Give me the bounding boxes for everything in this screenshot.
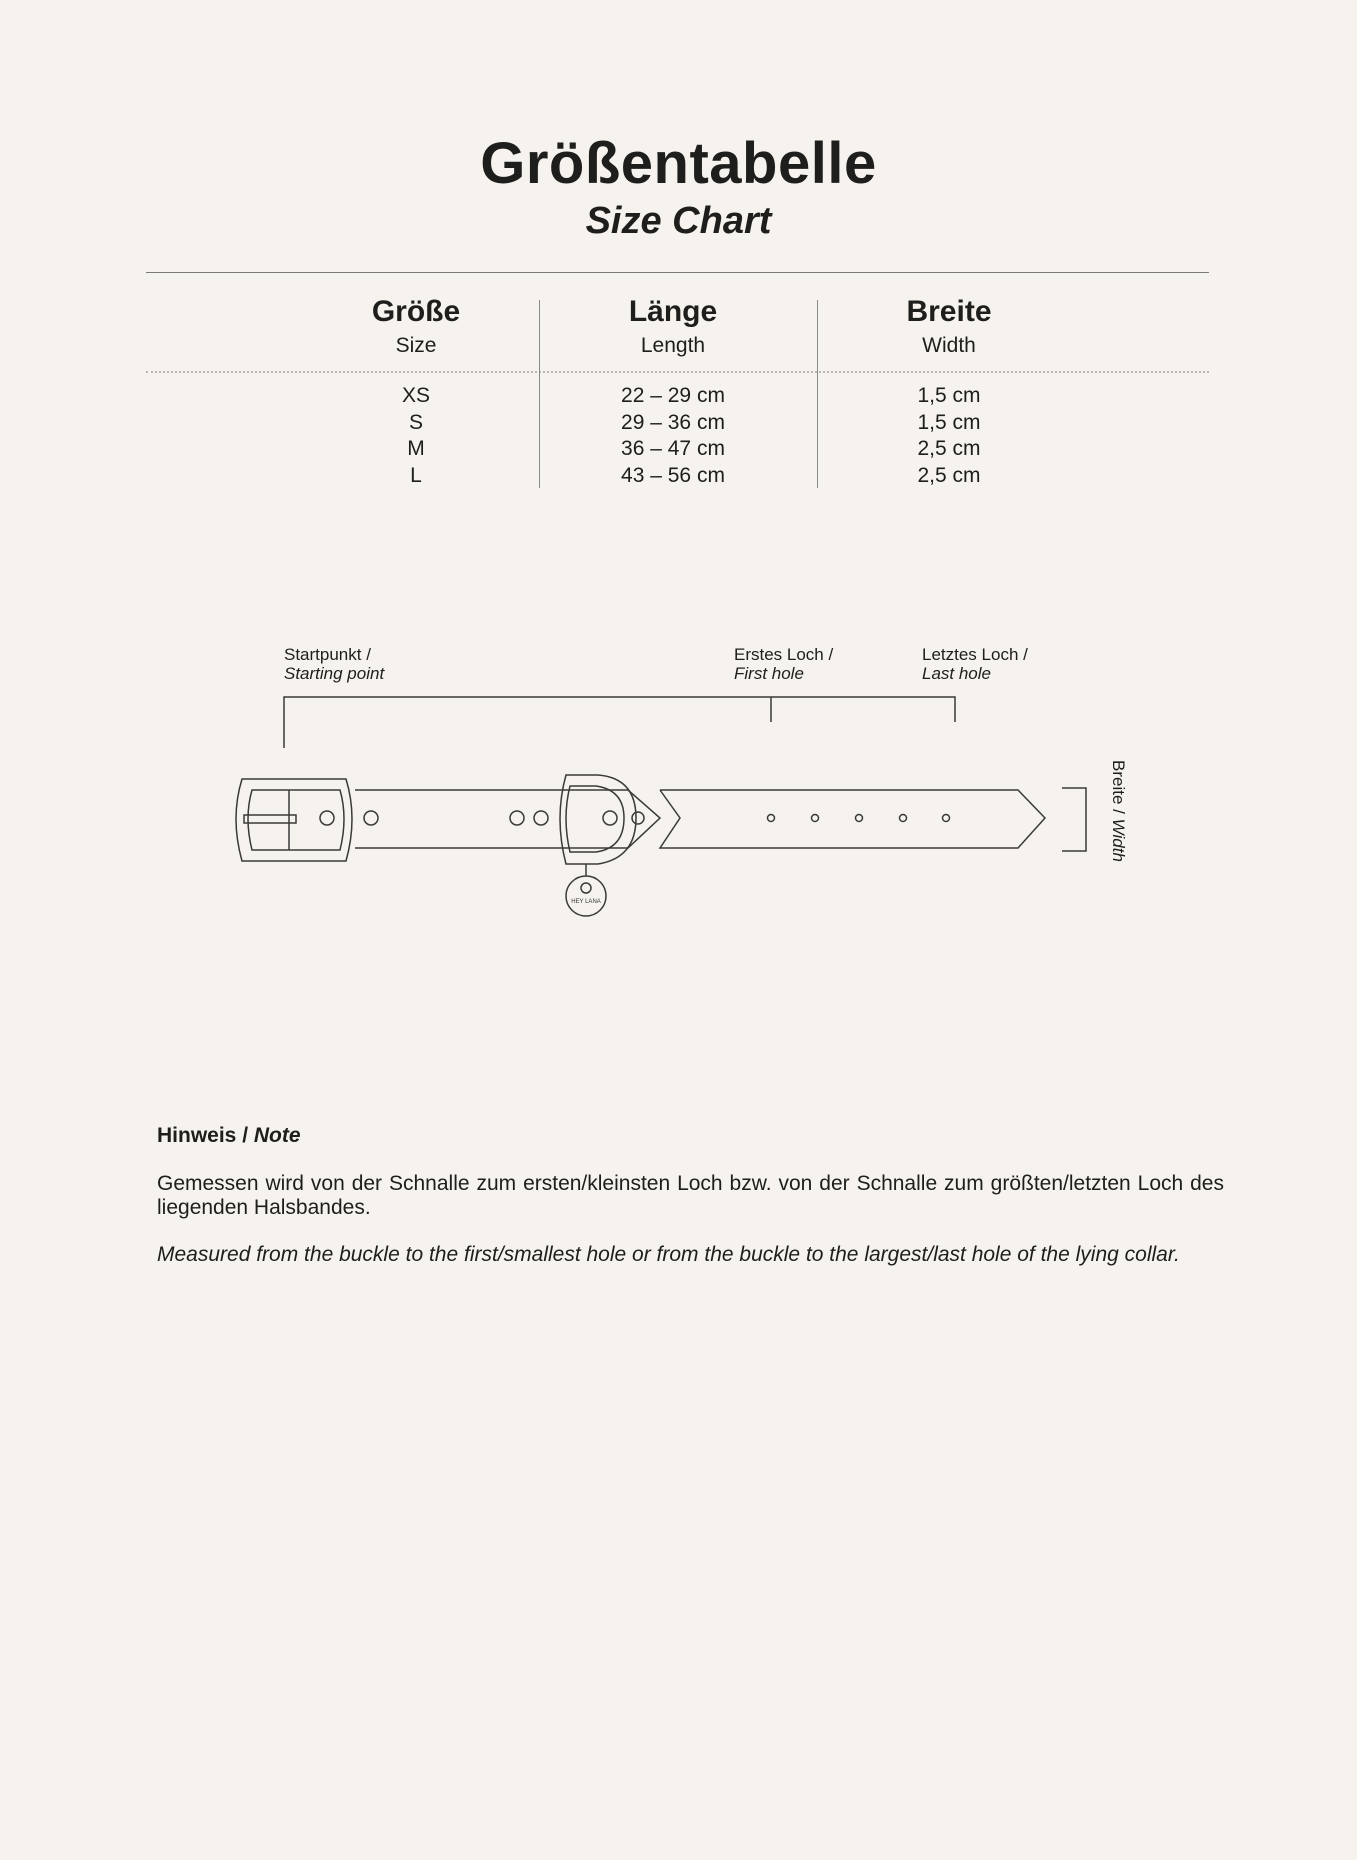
collar-strap bbox=[355, 790, 1045, 848]
size-cell: S bbox=[408, 410, 423, 434]
width-label-de: Breite / bbox=[1109, 760, 1128, 819]
last-hole-label-de: Letztes Loch / bbox=[922, 645, 1028, 664]
note-heading-en: Note bbox=[253, 1124, 301, 1147]
note-heading-de: Hinweis / bbox=[157, 1124, 254, 1147]
adjustment-hole bbox=[856, 815, 863, 822]
size-column-subheading: Size bbox=[395, 334, 437, 357]
strap-hole bbox=[364, 811, 378, 825]
width-cell: 1,5 cm bbox=[917, 410, 981, 434]
buckle-icon bbox=[236, 779, 352, 861]
starting-point-label-de: Startpunkt / bbox=[284, 645, 371, 664]
size-cell: M bbox=[407, 437, 425, 461]
size-cell: XS bbox=[401, 384, 430, 407]
length-cell: 29 – 36 cm bbox=[621, 410, 725, 434]
page-title: Größentabelle bbox=[480, 131, 877, 196]
adjustment-hole bbox=[812, 815, 819, 822]
strap-hole bbox=[534, 811, 548, 825]
length-column-heading: Länge bbox=[628, 295, 718, 328]
strap-hole bbox=[632, 812, 644, 824]
note-text-de: Gemessen wird von der Schnalle zum ersten/kleinsten Loch bzw. von der Schnalle zum größten/letzten Loch des liegenden Halsbandes. bbox=[157, 1172, 1224, 1219]
buckle-hole bbox=[320, 811, 334, 825]
last-hole-label-en: Last hole bbox=[922, 664, 991, 683]
page-subtitle: Size Chart bbox=[585, 200, 772, 242]
adjustment-hole bbox=[943, 815, 950, 822]
first-hole-label-de: Erstes Loch / bbox=[734, 645, 834, 664]
measurement-bracket bbox=[284, 697, 955, 748]
width-cell: 2,5 cm bbox=[917, 437, 981, 461]
adjustment-hole bbox=[900, 815, 907, 822]
length-cell: 22 – 29 cm bbox=[621, 384, 725, 407]
size-cell: L bbox=[410, 464, 422, 488]
adjustment-hole bbox=[768, 815, 775, 822]
length-cell: 43 – 56 cm bbox=[621, 464, 725, 488]
first-hole-label-en: First hole bbox=[734, 664, 804, 683]
width-cell: 2,5 cm bbox=[917, 464, 981, 488]
width-label-en: Width bbox=[1109, 818, 1128, 862]
d-ring-icon bbox=[560, 775, 636, 864]
width-bracket bbox=[1062, 788, 1086, 851]
starting-point-label-en: Starting point bbox=[284, 664, 385, 683]
note-heading bbox=[157, 1124, 301, 1148]
note-text-en: Measured from the buckle to the first/smallest hole or from the buckle to the largest/last hole of the lying collar. bbox=[157, 1243, 1180, 1266]
pet-tag-icon bbox=[566, 864, 606, 916]
strap-hole bbox=[510, 811, 524, 825]
width-column-heading: Breite bbox=[906, 295, 992, 328]
width-cell: 1,5 cm bbox=[917, 384, 981, 407]
width-column-subheading: Width bbox=[922, 334, 976, 357]
size-column-heading: Größe bbox=[371, 295, 461, 328]
tag-text: HEY LANA bbox=[571, 899, 601, 905]
strap-hole bbox=[603, 811, 617, 825]
length-column-subheading: Length bbox=[640, 334, 706, 357]
length-cell: 36 – 47 cm bbox=[621, 437, 725, 461]
